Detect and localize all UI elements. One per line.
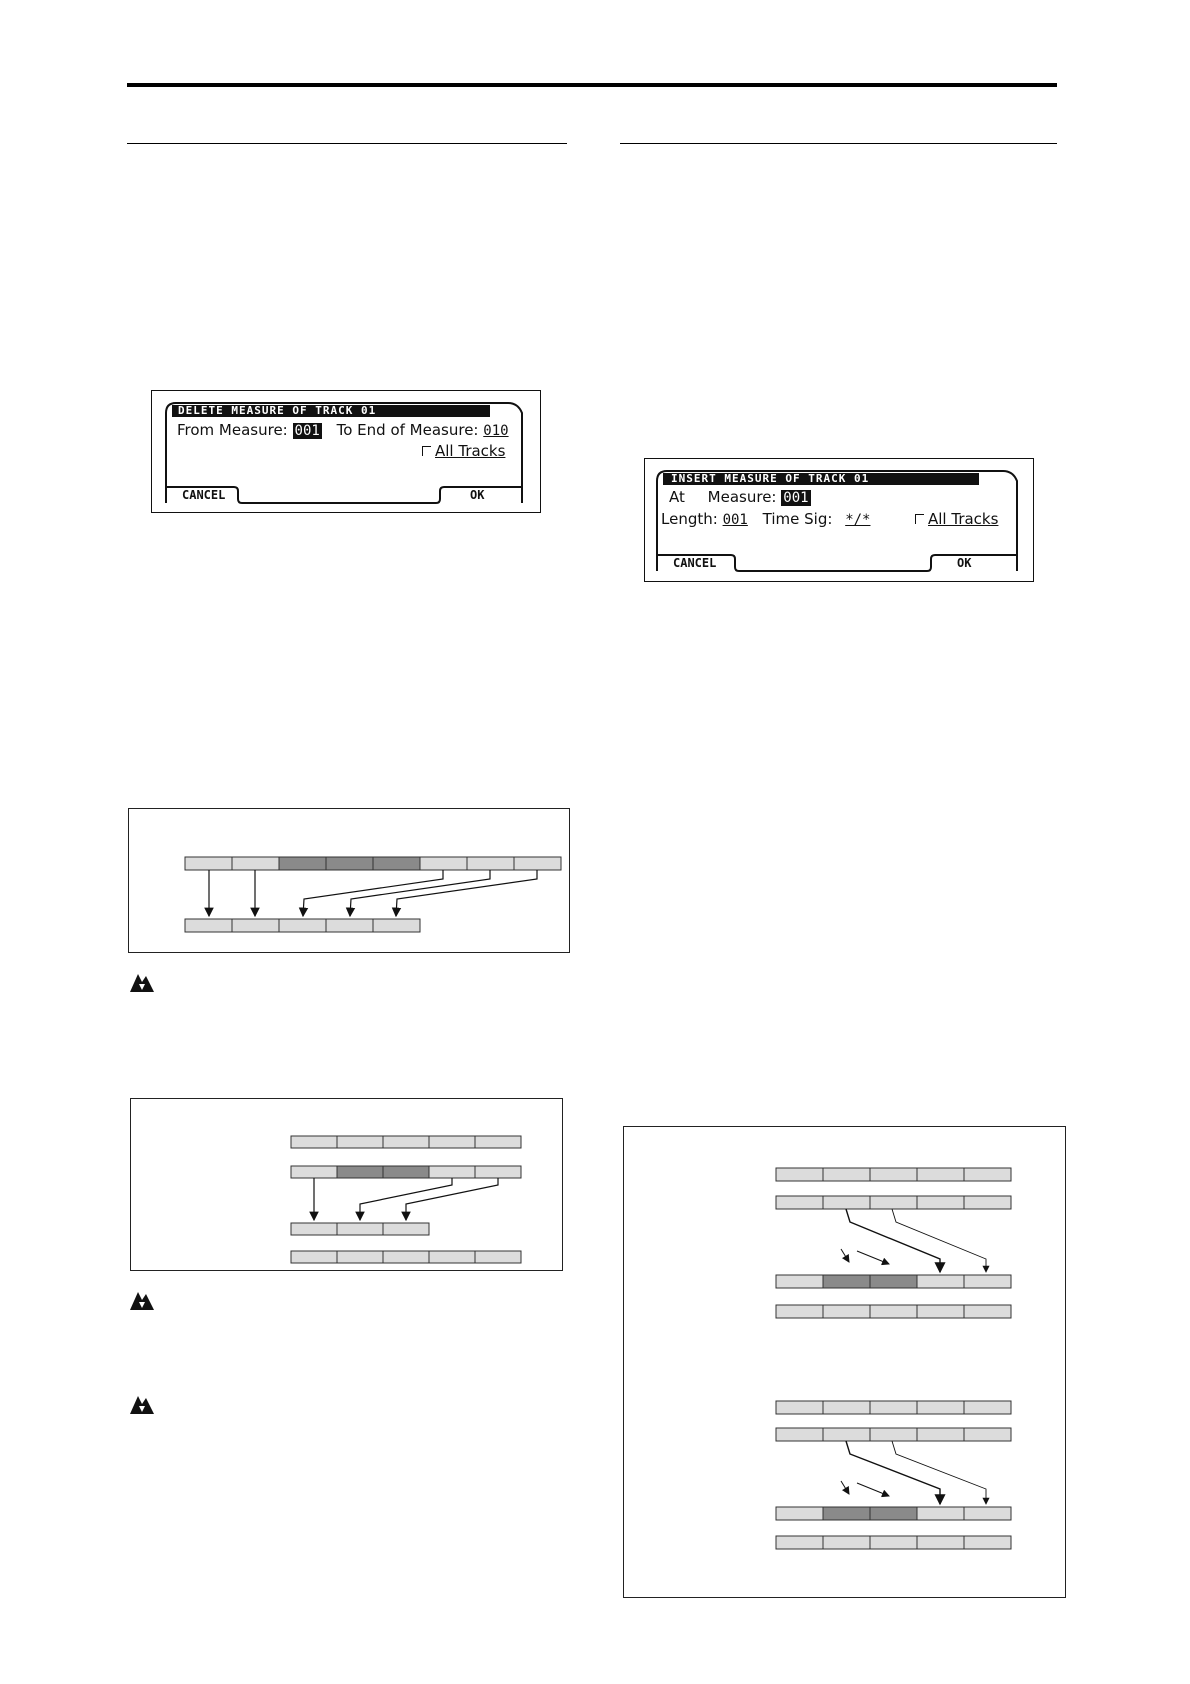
length-field[interactable]: 001 [722,512,748,528]
lower-row-3 [776,1507,1011,1520]
caution-icon [128,1392,156,1416]
lower-arrows [841,1441,986,1504]
track-row-3 [291,1223,429,1235]
track-row-1 [291,1136,521,1148]
lower-row-1 [776,1401,1011,1414]
delete-measure-dialog [151,390,541,513]
at-label: At [669,488,685,506]
insert-cancel-button[interactable]: CANCEL [673,556,717,570]
upper-row-4 [776,1305,1011,1318]
insert-measure-diagram [623,1126,1066,1598]
at-measure-row [669,488,811,506]
checkbox-icon [915,514,924,524]
lower-row-4 [776,1536,1011,1549]
delete-measure-diagram [128,808,570,953]
insert-measure-field[interactable]: 001 [783,490,809,506]
to-end-measure-field[interactable]: 010 [483,423,509,439]
upper-row-2 [776,1196,1011,1209]
move-arrows [209,870,537,916]
caution-icon [128,970,156,994]
delete-tracks-svg [131,1099,562,1270]
cancel-button[interactable]: CANCEL [182,488,226,502]
time-sig-label: Time Sig: [762,510,833,528]
checkbox-icon [422,446,431,456]
result-measure-row [185,919,420,932]
track-move-arrows [314,1178,498,1220]
insert-all-tracks-checkbox[interactable] [915,510,998,528]
insert-dialog-title: INSERT MEASURE OF TRACK 01 [671,472,870,485]
insert-measure-dialog [644,458,1034,582]
measure-label: Measure: [707,488,777,506]
time-sig-field[interactable]: */* [845,512,871,528]
delete-dialog-title: DELETE MEASURE OF TRACK 01 [178,404,377,417]
page-top-rule [127,83,1057,87]
source-measure-row [185,857,561,870]
insert-ok-button[interactable]: OK [957,556,972,570]
insert-all-tracks-label: All Tracks [928,510,999,528]
length-label: Length: [661,510,718,528]
right-section-rule [620,143,1057,144]
all-tracks-label: All Tracks [435,442,506,460]
lower-row-2 [776,1428,1011,1441]
delete-diagram-svg [129,809,569,952]
upper-row-3 [776,1275,1011,1288]
ok-button[interactable]: OK [470,488,485,502]
upper-row-1 [776,1168,1011,1181]
length-row [661,510,878,528]
insert-diagram-svg [624,1127,1065,1597]
all-tracks-checkbox[interactable] [422,442,505,460]
caution-icon [128,1288,156,1312]
to-end-measure-label: To End of Measure: [336,421,479,439]
from-measure-label: From Measure: [177,421,288,439]
from-measure-row [177,421,509,439]
delete-tracks-diagram [130,1098,563,1271]
left-section-rule [127,143,567,144]
track-row-4 [291,1251,521,1263]
from-measure-field[interactable]: 001 [294,423,320,439]
track-row-2 [291,1166,521,1178]
upper-arrows [841,1209,986,1272]
